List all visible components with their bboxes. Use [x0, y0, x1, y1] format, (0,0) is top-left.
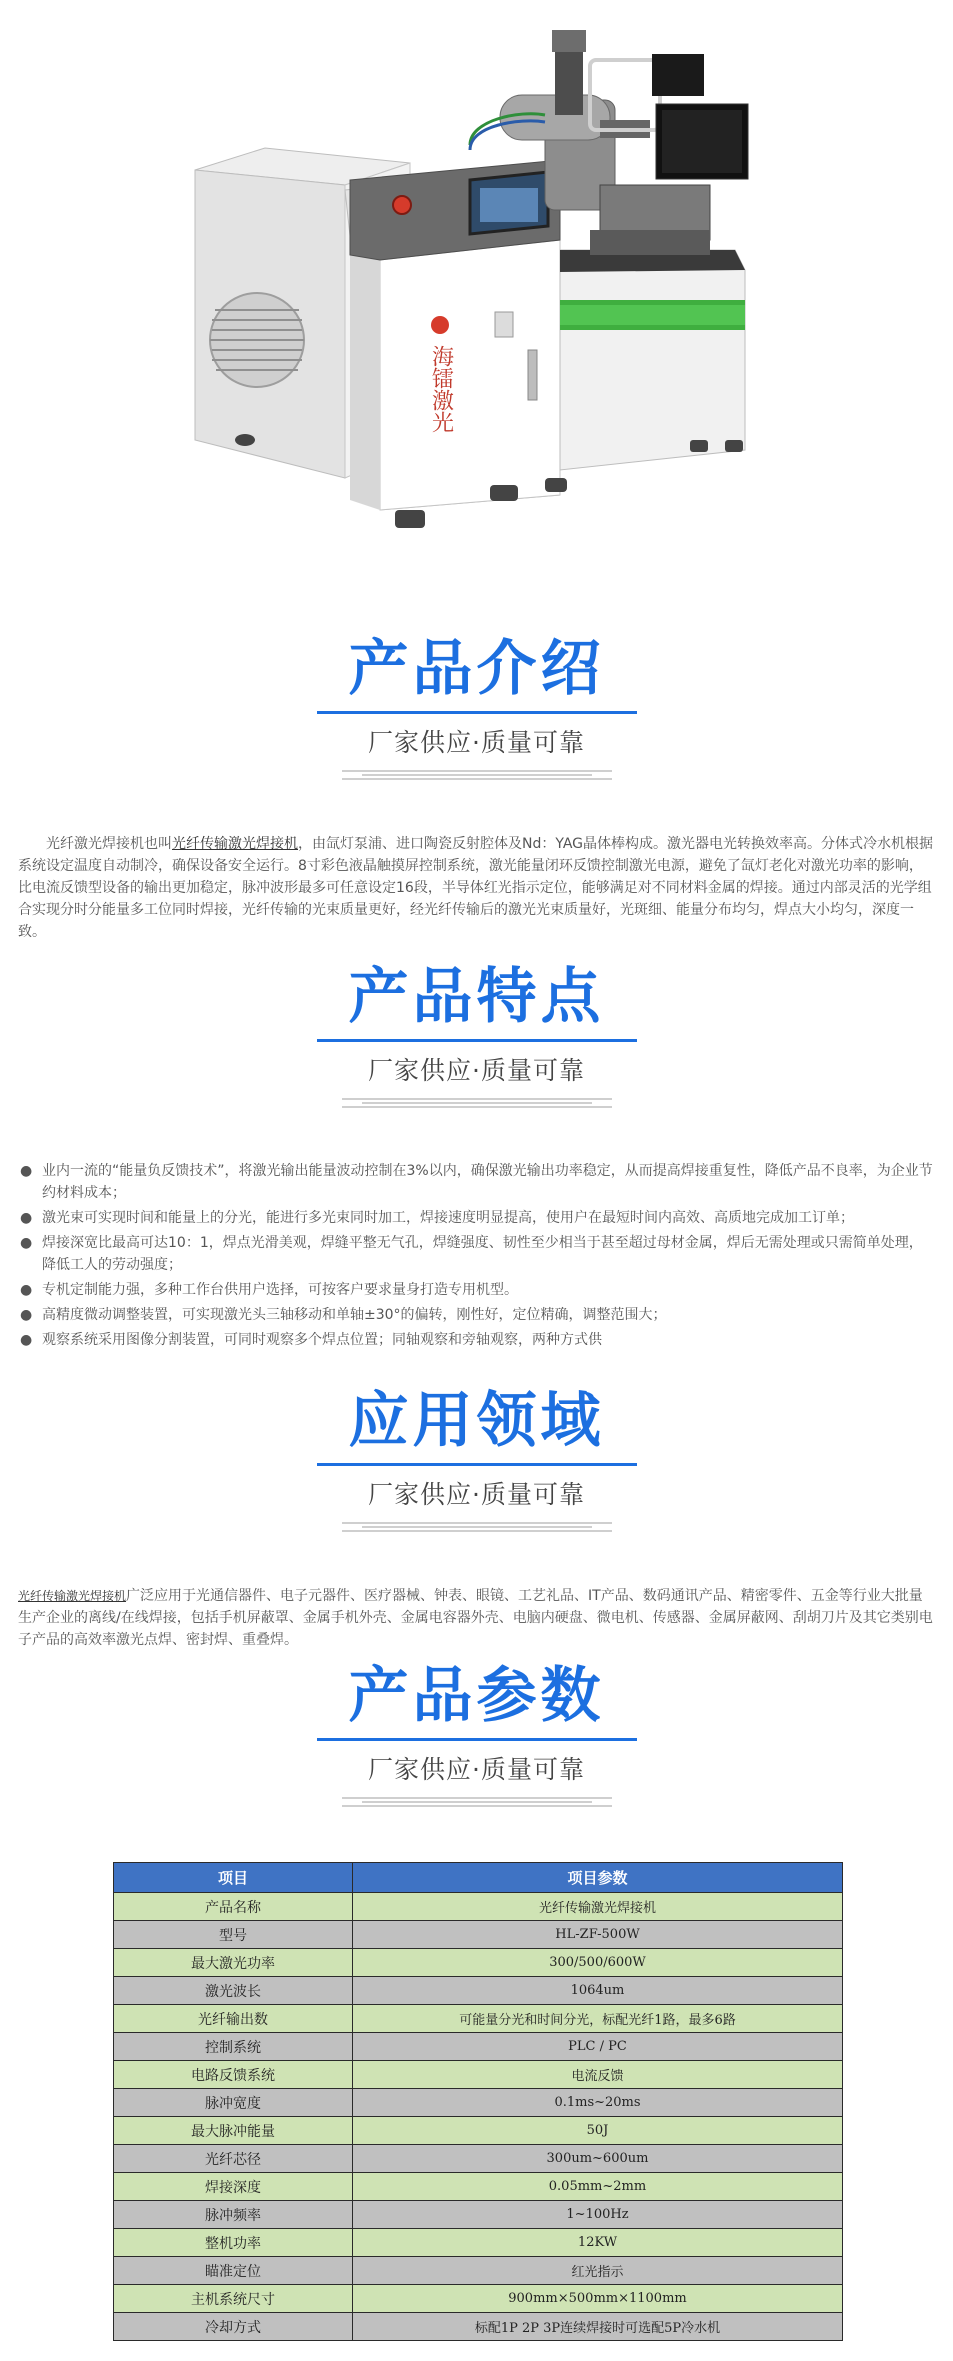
- list-item: ● 激光束可实现时间和能量上的分光，能进行多光束同时加工，焊接速度明显提高，使用户在最短时间内高效、高质地完成加工订单；: [18, 1207, 936, 1229]
- section-subtitle: 厂家供应·质量可靠: [368, 1056, 585, 1085]
- bullet-icon: ●: [20, 1307, 33, 1323]
- decorative-lines: [342, 1098, 612, 1110]
- table-row: 激光波长 1064um: [114, 1977, 843, 2005]
- table-row: 主机系统尺寸 900mm×500mm×1100mm: [114, 2285, 843, 2313]
- section-features-header: [0, 961, 953, 1110]
- section-title: 产品介绍: [348, 634, 605, 704]
- table-row: 最大脉冲能量 50J: [114, 2117, 843, 2145]
- intro-link[interactable]: 光纤传输激光焊接机: [172, 836, 298, 852]
- table-row: 冷却方式 标配1P 2P 3P连续焊接时可选配5P冷水机: [114, 2313, 843, 2341]
- section-title: 产品特点: [348, 962, 605, 1032]
- fan-grille: [210, 293, 304, 387]
- table-row: 光纤输出数 可能量分光和时间分光，标配光纤1路，最多6路: [114, 2005, 843, 2033]
- bullet-icon: ●: [20, 1163, 33, 1179]
- table-row: 型号 HL-ZF-500W: [114, 1921, 843, 1949]
- table-row: 瞄准定位 红光指示: [114, 2257, 843, 2285]
- column-header: 项目: [114, 1863, 353, 1893]
- features-list: [18, 1160, 936, 1354]
- applications-text: 广泛应用于光通信器件、电子元器件、医疗器械、钟表、眼镜、工艺礼品、IT产品、数码通讯产品、精密零件、五金等行业大批量生产企业的离线/在线焊接，包括手机屏蔽罩、金属手机外壳、金属电容器外壳、电脑内硬盘、微电机、传感器、金属屏蔽网、刮胡刀片及其它类别电子产品的高效率激光点焊、密封焊、重叠焊。: [18, 1588, 933, 1648]
- title-underline: [317, 711, 637, 714]
- table-row: 整机功率 12KW: [114, 2229, 843, 2257]
- decorative-lines: [342, 1522, 612, 1534]
- product-photo: [0, 0, 953, 560]
- title-underline: [317, 1463, 637, 1466]
- list-item: ● 高精度微动调整装置，可实现激光头三轴移动和单轴±30°的偏转，刚性好，定位精确，调整范围大；: [18, 1304, 936, 1326]
- applications-link[interactable]: 光纤传输激光焊接机: [18, 1589, 127, 1603]
- intro-paragraph: [18, 833, 936, 943]
- spec-table: [113, 1862, 843, 2341]
- decorative-lines: [342, 770, 612, 782]
- list-item: ● 专机定制能力强，多种工作台供用户选择，可按客户要求量身打造专用机型。: [18, 1279, 936, 1301]
- list-item: ● 观察系统采用图像分割装置，可同时观察多个焊点位置；同轴观察和旁轴观察，两种方式供: [18, 1329, 936, 1351]
- machine-label: 海镭激光: [428, 345, 454, 433]
- bullet-icon: ●: [20, 1210, 33, 1226]
- section-subtitle: 厂家供应·质量可靠: [368, 1480, 585, 1509]
- section-title: 产品参数: [348, 1661, 605, 1731]
- table-row: 电路反馈系统 电流反馈: [114, 2061, 843, 2089]
- section-intro-header: [0, 633, 953, 782]
- decorative-lines: [342, 1797, 612, 1809]
- table-row: 产品名称 光纤传输激光焊接机: [114, 1893, 843, 1921]
- intro-lead: 光纤激光焊接机也叫: [46, 836, 172, 852]
- table-row: 光纤芯径 300um~600um: [114, 2145, 843, 2173]
- applications-paragraph: [18, 1585, 936, 1651]
- table-row: 最大激光功率 300/500/600W: [114, 1949, 843, 1977]
- table-header-row: [114, 1863, 843, 1893]
- title-underline: [317, 1738, 637, 1741]
- list-item: ● 业内一流的“能量负反馈技术”，将激光输出能量波动控制在3%以内，确保激光输出功率稳定，从而提高焊接重复性，降低产品不良率，为企业节约材料成本；: [18, 1160, 936, 1204]
- title-underline: [317, 1039, 637, 1042]
- table-row: 焊接深度 0.05mm~2mm: [114, 2173, 843, 2201]
- bullet-icon: ●: [20, 1235, 33, 1251]
- column-header: 项目参数: [353, 1863, 843, 1893]
- table-row: 脉冲宽度 0.1ms~20ms: [114, 2089, 843, 2117]
- section-subtitle: 厂家供应·质量可靠: [368, 1755, 585, 1784]
- bullet-icon: ●: [20, 1332, 33, 1348]
- list-item: ● 焊接深宽比最高可达10：1，焊点光滑美观，焊缝平整无气孔，焊缝强度、韧性至少相当于甚至超过母材金属，焊后无需处理或只需简单处理，降低工人的劳动强度；: [18, 1232, 936, 1276]
- intro-rest: ，由氙灯泵浦、进口陶瓷反射腔体及Nd：YAG晶体棒构成。激光器电光转换效率高。分体式冷水机根据系统设定温度自动制冷，确保设备安全运行。8寸彩色液晶触摸屏控制系统，激光能量闭环反馈控制激光电源，避免了氙灯老化对激光功率的影响，比电流反馈型设备的输出更加稳定，脉冲波形最多可任意设定16段，半导体红光指示定位，能够满足对不同材料金属的焊接。通过内部灵活的光学组合实现分时分能量多工位同时焊接，光纤传输的光束质量更好，经光纤传输后的激光光束质量好，光斑细、能量分布均匀，焊点大小均匀，深度一致。: [18, 836, 934, 940]
- section-subtitle: 厂家供应·质量可靠: [368, 728, 585, 757]
- table-row: 控制系统 PLC / PC: [114, 2033, 843, 2061]
- section-params-header: [0, 1660, 953, 1809]
- section-applications-header: [0, 1385, 953, 1534]
- section-title: 应用领域: [348, 1386, 605, 1456]
- table-row: 脉冲频率 1~100Hz: [114, 2201, 843, 2229]
- bullet-icon: ●: [20, 1282, 33, 1298]
